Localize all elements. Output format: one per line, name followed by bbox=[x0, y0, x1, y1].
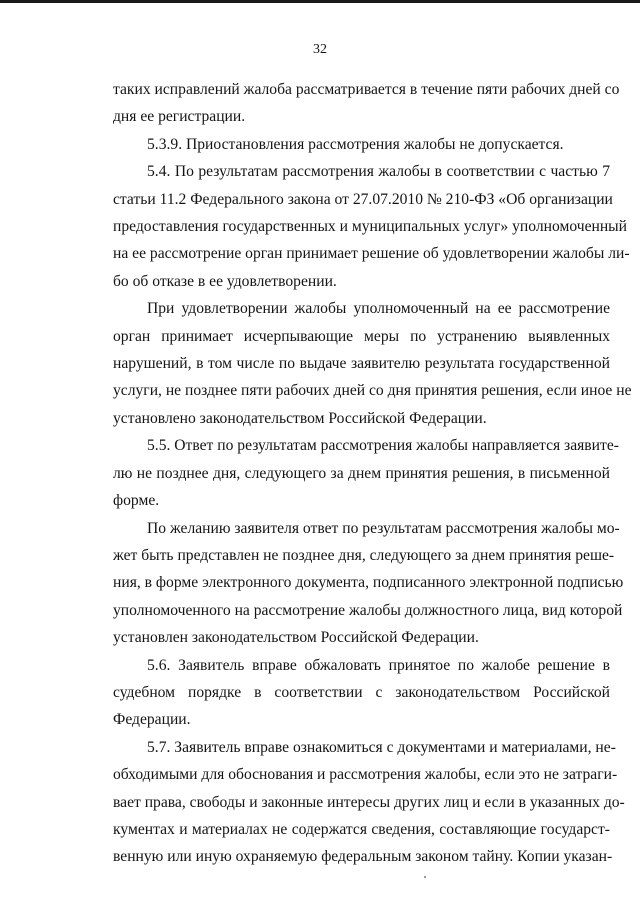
text-line: судебном порядке в соответствии с законодательством Российской bbox=[113, 683, 610, 701]
scan-top-border bbox=[0, 0, 640, 3]
page-number: 32 bbox=[313, 42, 327, 57]
text-line: установлен законодательством Российской Федерации. bbox=[113, 629, 479, 647]
text-line: жет быть представлен не позднее дня, следующего за днем принятия реше- bbox=[113, 546, 615, 564]
text-line: орган принимает исчерпывающие меры по устранению выявленных bbox=[113, 327, 610, 345]
text-line: 5.6. Заявитель вправе обжаловать принятое по жалобе решение в bbox=[147, 656, 610, 674]
text-line: лю не позднее дня, следующего за днем принятия решения, в письменной bbox=[113, 464, 610, 482]
text-line: установлено законодательством Российской Федерации. bbox=[113, 409, 487, 427]
paragraph bbox=[113, 515, 624, 652]
text-line: предоставления государственных и муниципальных услуг» уполномоченный bbox=[113, 218, 627, 236]
text-line: статьи 11.2 Федерального закона от 27.07.2010 № 210-ФЗ «Об организации bbox=[113, 190, 613, 208]
text-line: 5.5. Ответ по результатам рассмотрения жалобы направляется заявите- bbox=[147, 437, 619, 455]
paragraph bbox=[113, 76, 620, 131]
paragraph bbox=[113, 158, 630, 295]
paragraph bbox=[113, 295, 632, 432]
text-line: на ее рассмотрение орган принимает решение об удовлетворении жалобы ли- bbox=[113, 245, 630, 263]
paragraph bbox=[113, 131, 610, 158]
text-line: бо об отказе в ее удовлетворении. bbox=[113, 272, 337, 290]
paragraph bbox=[113, 432, 619, 514]
text-line: 5.7. Заявитель вправе ознакомиться с документами и материалами, не- bbox=[147, 738, 616, 756]
text-line: таких исправлений жалоба рассматривается в течение пяти рабочих дней со bbox=[113, 81, 620, 98]
text-line: венную или иную охраняемую федеральным законом тайну. Копии указан- bbox=[113, 848, 613, 866]
text-line: 5.3.9. Приостановления рассмотрения жалобы не допускается. bbox=[147, 135, 564, 153]
text-line: нарушений, в том числе по выдаче заявителю результата государственной bbox=[113, 355, 610, 373]
scan-speck bbox=[424, 876, 426, 878]
paragraph bbox=[113, 652, 610, 734]
paragraph bbox=[113, 734, 625, 871]
text-line: При удовлетворении жалобы уполномоченный на ее рассмотрение bbox=[147, 300, 610, 318]
text-line: Федерации. bbox=[113, 711, 191, 729]
text-line: кументах и материалах не содержатся сведения, составляющие государст- bbox=[113, 820, 610, 838]
text-line: По желанию заявителя ответ по результатам рассмотрения жалобы мо- bbox=[147, 519, 620, 537]
text-line: услуги, не позднее пяти рабочих дней со дня принятия решения, если иное не bbox=[113, 382, 632, 400]
text-line: форме. bbox=[113, 492, 160, 510]
text-line: дня ее регистрации. bbox=[113, 108, 246, 126]
text-line: уполномоченного на рассмотрение жалобы должностного лица, вид которой bbox=[113, 601, 623, 619]
text-line: вает права, свободы и законные интересы других лиц и если в указанных до- bbox=[113, 793, 625, 811]
text-line: обходимыми для обоснования и рассмотрения жалобы, если это не затраги- bbox=[113, 766, 618, 784]
text-line: ния, в форме электронного документа, подписанного электронной подписью bbox=[113, 574, 624, 592]
text-line: 5.4. По результатам рассмотрения жалобы в соответствии с частью 7 bbox=[147, 163, 610, 181]
document-body bbox=[113, 76, 632, 871]
